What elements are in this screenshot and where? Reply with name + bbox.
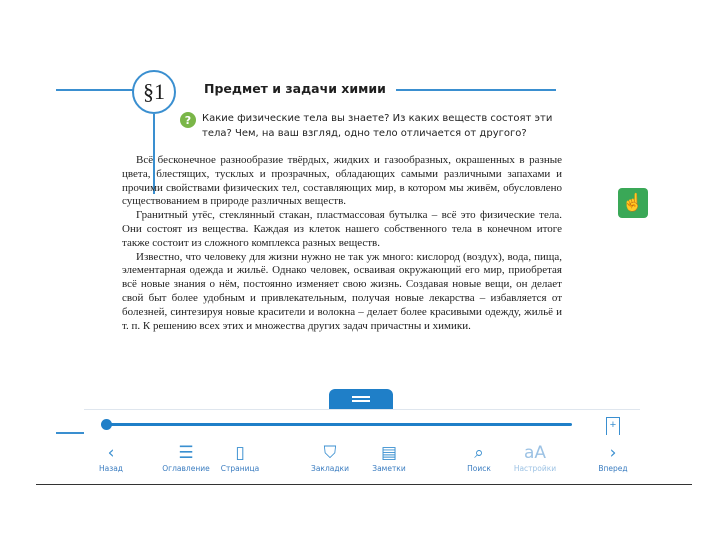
- toolbar-toggle-handle[interactable]: [329, 389, 393, 409]
- settings-label: Настройки: [513, 464, 557, 473]
- header-rule-left: [56, 89, 134, 91]
- page-edge-rule: [56, 432, 84, 434]
- back-button[interactable]: [82, 442, 140, 473]
- intro-question: Какие физические тела вы знаете? Из каких веществ состоят эти тела? Чем, на ваш взгляд, одно тело отличается от другого?: [202, 113, 553, 139]
- paragraph: Известно, что человеку для жизни нужно не так уж много: кислород (воздух), вода, пища, элементарная одежда и жильё. Однако человек, осваивая окружающий его мир, приобретая всё новые знания о нём, постоянно изменяет свою жизнь. Создавая новые вещи, он делает свой быт более удобным и привлекательным, получая новые лекарства – избавляется от болезней, синтезируя новые красители и волокна – делает более красивыми одежду, жильё и т. п. К решению всех этих и множества других задач причастны и химики.: [122, 250, 562, 332]
- page-progress-slider[interactable]: [104, 423, 572, 426]
- bookmarks-label: Закладки: [311, 464, 349, 473]
- screen-divider: [36, 484, 692, 485]
- header-rule-right: [396, 89, 556, 91]
- hand-pointer-icon[interactable]: ☝: [618, 188, 648, 218]
- page-icon: ▯: [235, 443, 245, 463]
- page-progress-thumb[interactable]: [101, 419, 112, 430]
- question-icon: ?: [180, 112, 196, 128]
- bookmark-icon: ⛉: [323, 443, 337, 463]
- search-button[interactable]: [450, 442, 508, 473]
- forward-button[interactable]: [584, 442, 642, 473]
- notes-label: Заметки: [372, 464, 406, 473]
- page-label: Страница: [220, 464, 260, 473]
- section-body: [122, 154, 562, 333]
- contents-button[interactable]: [157, 442, 215, 473]
- section-title: Предмет и задачи химии: [204, 81, 386, 96]
- back-label: Назад: [98, 464, 123, 473]
- settings-button[interactable]: [506, 442, 564, 473]
- add-bookmark-icon[interactable]: +: [606, 417, 620, 435]
- paragraph: Всё бесконечное разнообразие твёрдых, жидких и газообразных, окрашенных в разные цвета, блестящих, тусклых и прозрачных, обладающих самыми различными запахами и прочими свойствами физических тел, составляющих мир, в котором мы живём, обусловлено существованием в природе различных веществ.: [122, 154, 562, 208]
- list-icon: ☰: [178, 443, 194, 463]
- menu-lines-icon: [352, 396, 370, 402]
- contents-label: Оглавление: [162, 464, 210, 473]
- section-number: §1: [132, 70, 176, 114]
- paragraph: Гранитный утёс, стеклянный стакан, пластмассовая бутылка – всё это физические тела. Они состоят из вещества. Каждая из клеток нашего собственного тела в конечном итоге также состоит из сложного комплекса разных веществ.: [122, 209, 562, 249]
- forward-label: Вперед: [598, 464, 628, 473]
- page-button[interactable]: [211, 442, 269, 473]
- search-label: Поиск: [467, 464, 491, 473]
- notes-button[interactable]: [360, 442, 418, 473]
- chevron-right-icon: ›: [609, 443, 617, 463]
- chevron-left-icon: ‹: [107, 443, 115, 463]
- search-icon: ⌕: [474, 443, 484, 463]
- notes-icon: ▤: [380, 443, 398, 463]
- font-size-icon: аА: [523, 443, 547, 463]
- bookmarks-button[interactable]: [301, 442, 359, 473]
